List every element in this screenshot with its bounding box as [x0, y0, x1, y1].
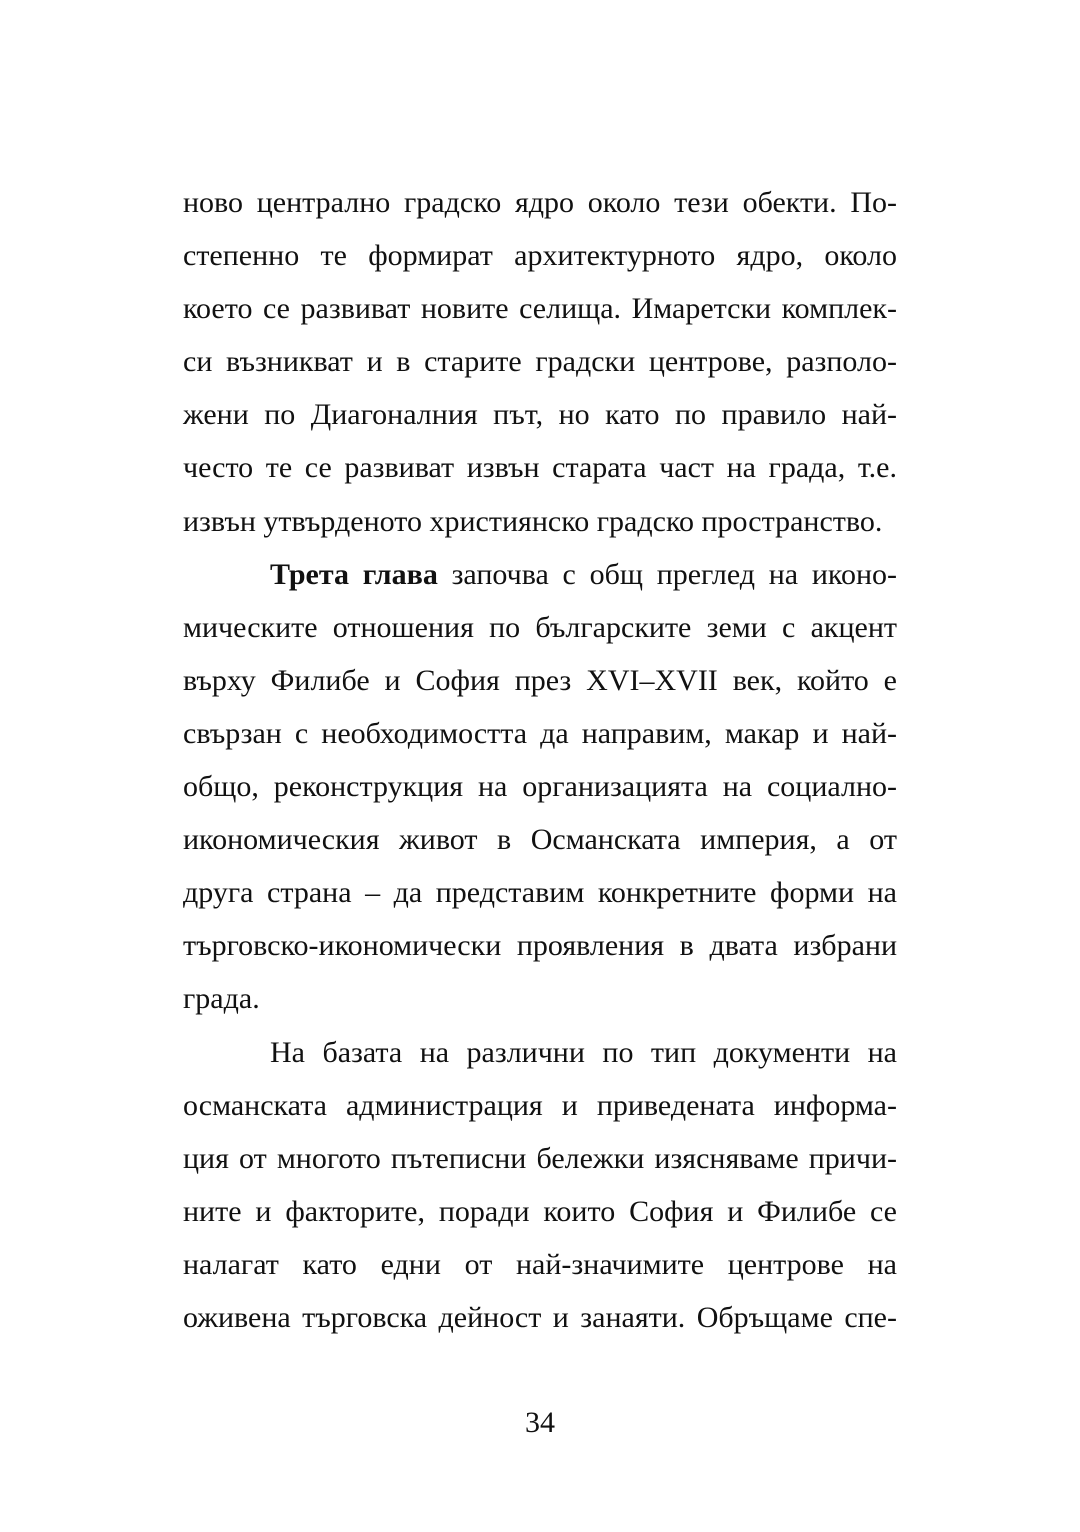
paragraph-2-first-line	[183, 548, 897, 601]
body-text	[183, 176, 897, 1344]
paragraph-3-line-3: ция от многото пътеписни бележки изясняваме причи-	[183, 1141, 897, 1175]
paragraph-1-line-7: извън утвърденото християнско градско пространство.	[183, 504, 883, 538]
paragraph-1-line-1: ново централно градско ядро около тези обекти. По-	[183, 186, 897, 219]
paragraph-3-first-line: На базата на различни по тип документи на	[270, 1035, 897, 1069]
paragraph-2-line-2: мическите отношения по българските земи с акцент	[183, 610, 897, 644]
paragraph-2-line-7: друга страна – да представим конкретните форми на	[183, 876, 897, 910]
paragraph-2-line-5: общо, реконструкция на организацията на социално-	[183, 770, 897, 804]
paragraph-1-line-6: често те се развиват извън старата част на града, т.е.	[183, 451, 897, 485]
chapter-heading-inline: Трета глава	[270, 557, 438, 591]
page-number: 34	[525, 1406, 555, 1439]
paragraph-3-line-4: ните и факторите, поради които София и Филибе се	[183, 1194, 897, 1228]
paragraph-3-line-2: османската администрация и приведената информа-	[183, 1088, 897, 1122]
paragraph-1-line-5: жени по Диагоналния път, но като по правило най-	[183, 398, 897, 432]
paragraph-2-line-4: свързан с необходимостта да направим, макар и най-	[183, 716, 897, 750]
paragraph-2-lead-text: започва с общ преглед на иконо-	[437, 557, 897, 591]
paragraph-2-line-9: града.	[183, 982, 260, 1016]
paragraph-2-line-8: търговско-икономически проявления в двата избрани	[183, 929, 897, 963]
paragraph-2-line-3: върху Филибе и София през XVI–XVII век, който е	[183, 663, 897, 697]
paragraph-3-line-6: оживена търговска дейност и занаяти. Обръщаме спе-	[183, 1300, 897, 1334]
paragraph-1-line-4: си възникват и в старите градски центрове, разполо-	[183, 345, 897, 379]
paragraph-3-line-5: налагат като едни от най-значимите центрове на	[183, 1247, 897, 1281]
paragraph-2-line-6: икономическия живот в Османската империя, а от	[183, 823, 897, 857]
paragraph-1-line-3: което се развиват новите селища. Имаретски комплек-	[183, 292, 897, 326]
paragraph-1-line-2: степенно те формират архитектурното ядро, около	[183, 239, 897, 273]
